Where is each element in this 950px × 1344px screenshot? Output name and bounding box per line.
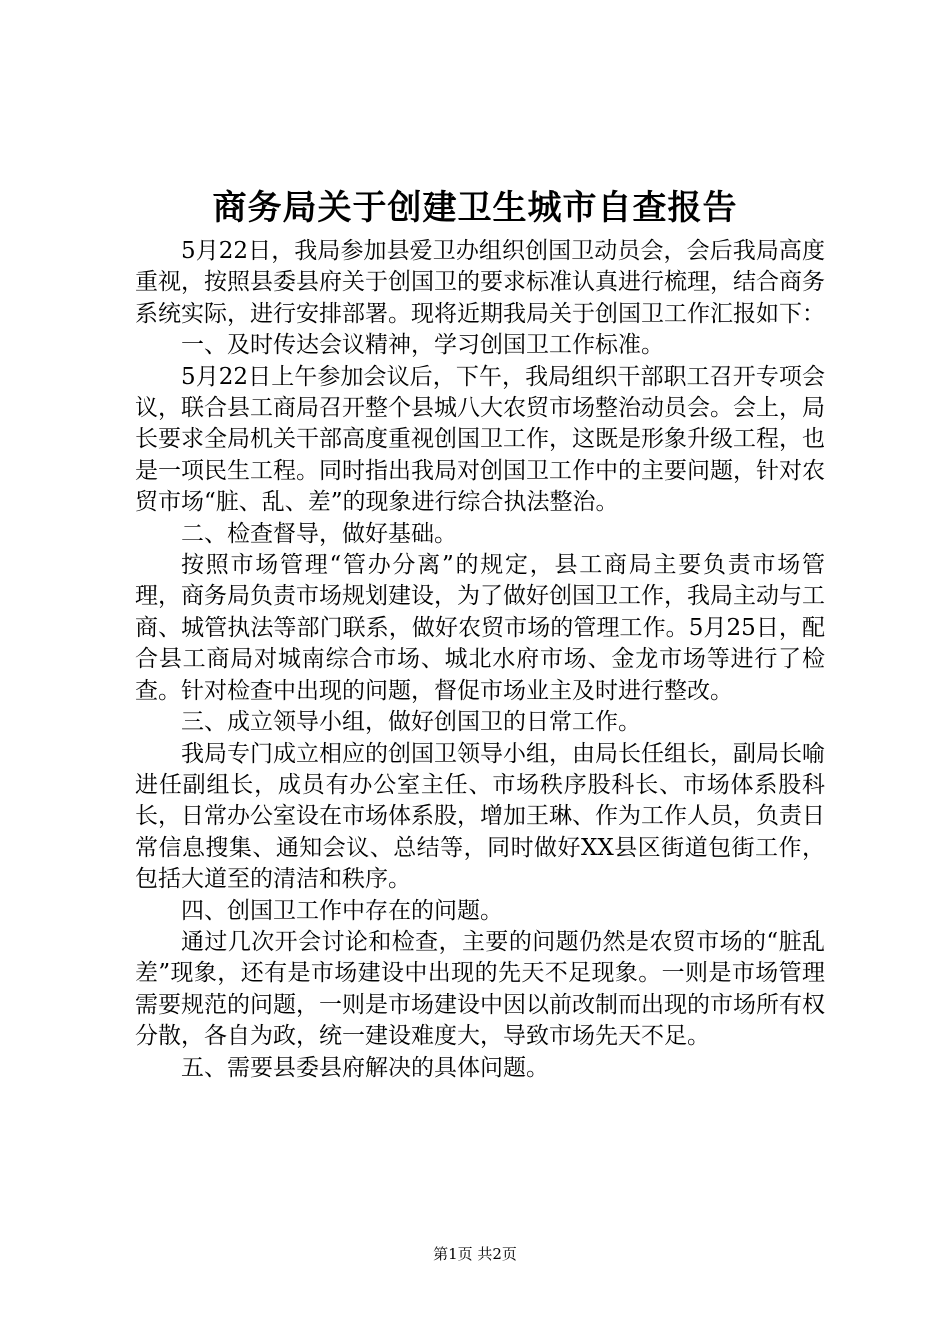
page-footer: 第1页 共2页 [433, 1245, 517, 1263]
paragraph-section-2: 按照市场管理“管办分离”的规定，县工商局主要负责市场管理，商务局负责市场规划建设，为了做好创国卫工作，我局主动与工商、城管执法等部门联系，做好农贸市场的管理工作。5月25日，配合县工商局对城南综合市场、城北水府市场、金龙市场等进行了检查。针对检查中出现的问题，督促市场业主及时进行整改。 [135, 552, 825, 704]
paragraph-section-3: 我局专门成立相应的创国卫领导小组，由局长任组长，副局长喻进任副组长，成员有办公室主任、市场秩序股科长、市场体系股科长，日常办公室设在市场体系股，增加王琳、作为工作人员，负责日常信息搜集、通知会议、总结等，同时做好XX县区街道包街工作，包括大道至的清洁和秩序。 [135, 740, 825, 893]
section-heading-4: 四、创国卫工作中存在的问题。 [181, 897, 503, 924]
document-title: 商务局关于创建卫生城市自查报告 [212, 188, 738, 228]
section-heading-5: 五、需要县委县府解决的具体问题。 [181, 1054, 549, 1081]
paragraph-section-4: 通过几次开会讨论和检查，主要的问题仍然是农贸市场的“脏乱差”现象，还有是市场建设中出现的先天不足现象。一则是市场管理需要规范的问题，一则是市场建设中因以前改制而出现的市场所有权分散，各自为政，统一建设难度大，导致市场先天不足。 [135, 928, 825, 1050]
paragraph-intro: 5月22日，我局参加县爱卫办组织创国卫动员会，会后我局高度重视，按照县委县府关于创国卫的要求标准认真进行梳理，结合商务系统实际，进行安排部署。现将近期我局关于创国卫工作汇报如下： [135, 238, 825, 327]
section-heading-1: 一、及时传达会议精神，学习创国卫工作标准。 [181, 332, 664, 359]
section-heading-2: 二、检查督导，做好基础。 [181, 520, 457, 547]
document-body [135, 236, 825, 1084]
section-heading-3: 三、成立领导小组，做好创国卫的日常工作。 [181, 709, 641, 736]
paragraph-section-1: 5月22日上午参加会议后，下午，我局组织干部职工召开专项会议，联合县工商局召开整个县城八大农贸市场整治动员会。会上，局长要求全局机关干部高度重视创国卫工作，这既是形象升级工程，也是一项民生工程。同时指出我局对创国卫工作中的主要问题，针对农贸市场“脏、乱、差”的现象进行综合执法整治。 [135, 363, 825, 516]
